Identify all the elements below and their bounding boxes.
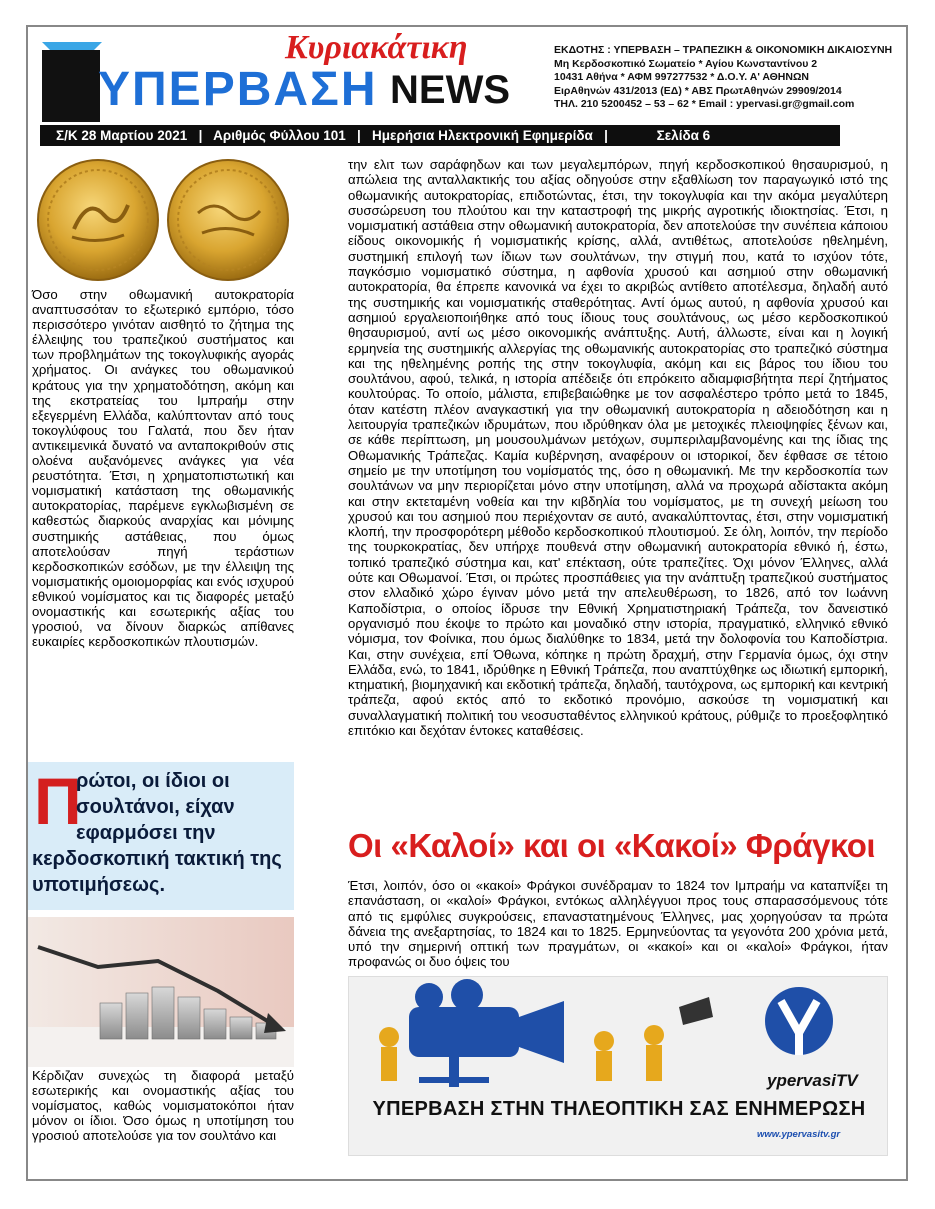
- publisher-line: ΤΗΛ. 210 5200452 – 53 – 62 * Email : ypervasi.gr@gmail.com: [554, 98, 855, 111]
- issue-separator: |: [357, 128, 361, 143]
- issue-separator: |: [198, 128, 203, 143]
- issue-separator: |: [604, 128, 608, 143]
- sunday-label: Κυριακάτικη: [285, 29, 468, 66]
- logo-bar: [42, 50, 100, 122]
- publisher-line: 10431 Αθήνα * ΑΦΜ 997277532 * Δ.Ο.Υ. Α' ΑΘΗΝΩΝ: [554, 71, 809, 84]
- tv-ad-banner[interactable]: [348, 976, 888, 1156]
- pull-quote-text: [32, 768, 290, 896]
- ad-slogan: ΥΠΕΡΒΑΣΗ ΣΤΗΝ ΤΗΛΕΟΠΤΙΚΗ ΣΑΣ ΕΝΗΜΕΡΩΣΗ: [372, 1098, 866, 1120]
- publisher-info: [554, 44, 899, 112]
- ottoman-coins-image: [32, 157, 294, 283]
- ad-brand: ypervasiTV: [767, 1071, 858, 1090]
- issue-bar: [40, 125, 840, 146]
- right-article-text: την ελιτ των σαράφηδων και των μεγαλεμπόρων, πηγή κερδοσκοπικού θησαυρισμού, η απώλεια της ανταλλακτικής του αξίας οδηγούσε στην εξαθλίωση τον παραγωγικό ιστό της οθωμανικής αυτοκρατορίας, επιδοτώντας, έτσι, την τοκογλυφία και την ακόμα μεγαλύτερη συσσώρευση του πλούτου και την καταστροφή της μικρής αγροτικής ιδιοκτησίας. Έτσι, η νομισματική αστάθεια στην οθωμανική αυτοκρατορία, δεν αποτελούσε την συνέπεια κάποιου είδους οικονομικής ή νομισματικής κρίσης, αλλά, αντιθέτως, αποτελούσε ηθελημένη, συστημική επιλογή των ίδιων των σουλτάνων, την στιγμή που, κατά το ισχύον τότε, παγκόσμιο νομισματικό σύστημα, η αφθονία χρυσού και ασημιού στην οθωμανική αυτοκρατορία, θα έπρεπε κανονικά να έχει το ακριβώς αντίθετο αποτέλεσμα, δηλαδή αυτό της συστημικής και νομισματικής σταθερότητας. Αντί όμως αυτού, η αφθονία χρυσού και ασημιού εργαλειοποιήθηκε από τους ίδιους τους σουλτάνους, ως μέσο κερδοσκοπικού θησαυρισμού, αντί ως μέσο οικονομικής ανάπτυξης. Αυτή, άλλωστε, είναι και η λογική ερμηνεία της συστημικής αλλεργίας της οθωμανικής αυτοκρατορίας στο τραπεζικό σύστημα και της ηθελημένης ροπής της στην τοκογλυφία, ακόμη και εις βάρος του ίδιου του σουλτάνου, αφού, τελικά, η ιστορία απέδειξε ότι επρόκειτο αδιαμφισβήτητα περί ζητήματος κουλτούρας. Το οποίο, μάλιστα, επιβεβαιώθηκε με τον ασφαλέστερο τρόπο μετά το 1845, όταν κατέστη πλέον αναγκαστική για την οθωμανική αυτοκρατορία η αδειοδότηση και η λειτουργία τραπεζικών ιδρυμάτων, που ιδρύθηκαν όλα με μετοχικές πλειοψηφίες ξένων και, σε κάθε περίπτωση, μη μουσουλμάνων μετόχων, συμπεριλαμβανομένης και της ίδιας της Οθωμανικής Τράπεζας. Καμία κυβέρνηση, αναφέρουν οι ιστορικοί, δεν έφθασε σε τέτοιο σημείο με την υποτίμηση του νομίσματός της, όσο η οθωμανική. Με την κερδοσκοπία των σουλτάνων να μην περιορίζεται μόνο στην υποτίμηση, αλλά να προχωρά αδίστακτα ακόμη και στην εκτεταμένη νοθεία και την κιβδηλία του νομίσματος, με τη συνεχή μείωση του χρυσού και του ασημιού που περιέχονταν σε αυτό, ανακαλύπτοντας, έτσι, στην νομισματική κλοπή, την προσφορότερη μέθοδο κερδοσκοπικού πλουτισμού. Σε όλη, λοιπόν, την περίοδο της τουρκοκρατίας, δεν υπήρχε πουθενά στην οθωμανική αυτοκρατορία εθνικό ή, έστω, τοπικό τραπεζικό σύστημα και, κατ' επέκταση, ούτε τραπεζίτες. Όχι μόνον Έλληνες, αλλά ούτε και Οθωμανοί. Έτσι, οι πρώτες προσπάθειες για την ανάπτυξη τραπεζικού συστήματος στον ελλαδικό χώρο έγιναν μόνο μετά την απελευθέρωση, το 1826, από τον Ιωάννη Καποδίστρια, ο οποίος ίδρυσε την Εθνική Χρηματιστηριακή Τράπεζα, τον δανειστικό οργανισμό που έκοψε το πρώτο και μοναδικό στην ιστορία, πραγματικό, ελληνικό εθνικό νόμισμα, τον Φοίνικα, που όμως διαλύθηκε το 1834, μετά την δολοφονία του Καποδίστρια. Και, στην συνέχεια, επί Όθωνα, κόπηκε η πρώτη δραχμή, στην Γερμανία όμως, όχι στην Ελλάδα, ενώ, το 1841, ιδρύθηκε η Εθνική Τράπεζα, που αναπτύχθηκε ως ιδιωτική εμπορική, κτηματική, βιομηχανική και εκδοτική τράπεζα, δηλαδή, ταυτόχρονα, ως εμπορική και κεντρική τράπεζα, αφού εκτός από το εκδοτικό προνόμιο, ασκούσε τη νομισματική και συναλλαγματική πολιτική του νεοσυσταθέντος ελληνικού κράτους, ρύθμιζε το προεξοφλητικό επιτόκιο και δεχόταν έντοκες καταθέσεις.: [348, 157, 888, 738]
- ad-url[interactable]: www.ypervasitv.gr: [757, 1129, 841, 1140]
- pull-quote-tail: κερδοσκοπική τακτική της υποτιμήσεως.: [32, 848, 282, 896]
- page-number: Σελίδα 6: [656, 128, 711, 143]
- publisher-line: ΕιρΑθηνών 431/2013 (ΕΔ) * ΑΒΣ ΠρωτΑθηνών 29909/2014: [554, 84, 842, 97]
- left-article-text-continued: Κέρδιζαν συνεχώς τη διαφορά μεταξύ εσωτερικής και ονομαστικής αξίας του νομίσματος, καθώς νομισματοκόποι ήταν μόνον οι ίδιοι. Όσο όμως η υποτίμηση του γροσιού αποτελούσε για τον σουλτάνο και: [32, 1068, 294, 1144]
- left-article-text: Όσο στην οθωμανική αυτοκρατορία αναπτυσσόταν το εξωτερικό εμπόριο, τόσο περισσότερο γινόταν αισθητό το ζήτημα της έλλειψης του τραπεζικού συστήματος και των προβλημάτων της τοκογλυφικής αγοράς χρήματος. Οι ανάγκες του οθωμανικού κράτους για την χρηματοδότηση, ακόμη και της εκστρατείας του Ιμπραήμ στην εξεγερμένη Ελλάδα, καλύπτονταν από τους τοκογλύφους του Γαλατά, που δεν ήταν αντικειμενικά δυνατό να ανταποκριθούν στις ολοένα αυξανόμενες ανάγκες για νέα ρευστότητα. Έτσι, η χρηματοπιστωτική και νομισματική κατάσταση της οθωμανικής αυτοκρατορίας, παρέμενε εγκλωβισμένη σε καθεστώς διαρκούς αναρχίας και μόνιμης συστημικής αστάθειας, που όμως αποτελούσαν πηγή τεράστιων κερδοσκοπικών εσόδων, με την έλλειψη της νομισματικής ομοιομορφίας και ενός ισχυρού εθνικού νομίσματος και τις διαφορές μεταξύ ονομαστικής και εσωτερικής αξίας του γροσιού, να δίνουν διαρκώς απίθανες ευκαιρίες κερδοσκοπικών πλουτισμών.: [32, 287, 294, 650]
- right-article-text-continued: Έτσι, λοιπόν, όσο οι «κακοί» Φράγκοι συνέδραμαν το 1824 τον Ιμπραήμ να καταπνίξει τη επανάσταση, οι «καλοί» Φράγκοι, εντόκως αλληλέγγυοι προς τους σπαρασσόμενους τότε από τις εμφύλιες συγκρούσεις, επαναστατημένους Έλληνες, μας χορηγούσαν τα πρώτα δάνεια της ανεξαρτησίας, το 1824 και το 1825. Ερμηνεύοντας τα γεγονότα 200 χρόνια μετά, υπό την σημερινή οπτική των πραγμάτων, οι «κακοί» και οι «καλοί» Φράγκοι, ήταν προφανώς οι δυο όψεις του: [348, 878, 888, 970]
- issue-type: Ημερήσια Ηλεκτρονική Εφημερίδα: [372, 128, 593, 143]
- pull-quote-lead: ρώτοι, οι ίδιοι οι σουλτάνοι, είχαν εφαρμόσει την: [76, 770, 235, 844]
- masthead-news: NEWS: [390, 68, 510, 112]
- pull-quote: [28, 762, 294, 910]
- section-heading: Οι «Καλοί» και οι «Κακοί» Φράγκοι: [348, 827, 876, 864]
- masthead-title: ΥΠΕΡΒΑΣΗ: [98, 63, 378, 116]
- publisher-line: Μη Κερδοσκοπικό Σωματείο * Αγίου Κωνσταντίνου 2: [554, 57, 818, 70]
- pull-quote-drop-cap: Π: [34, 764, 82, 838]
- issue-date: Σ/Κ 28 Μαρτίου 2021: [56, 128, 188, 143]
- issue-number: Αριθμός Φύλλου 101: [213, 128, 346, 143]
- publisher-line: ΕΚΔΟΤΗΣ : ΥΠΕΡΒΑΣΗ – ΤΡΑΠΕΖΙΚΗ & ΟΙΚΟΝΟΜΙΚΗ ΔΙΚΑΙΟΣΥΝΗ: [554, 44, 893, 56]
- declining-coins-image: [28, 917, 294, 1067]
